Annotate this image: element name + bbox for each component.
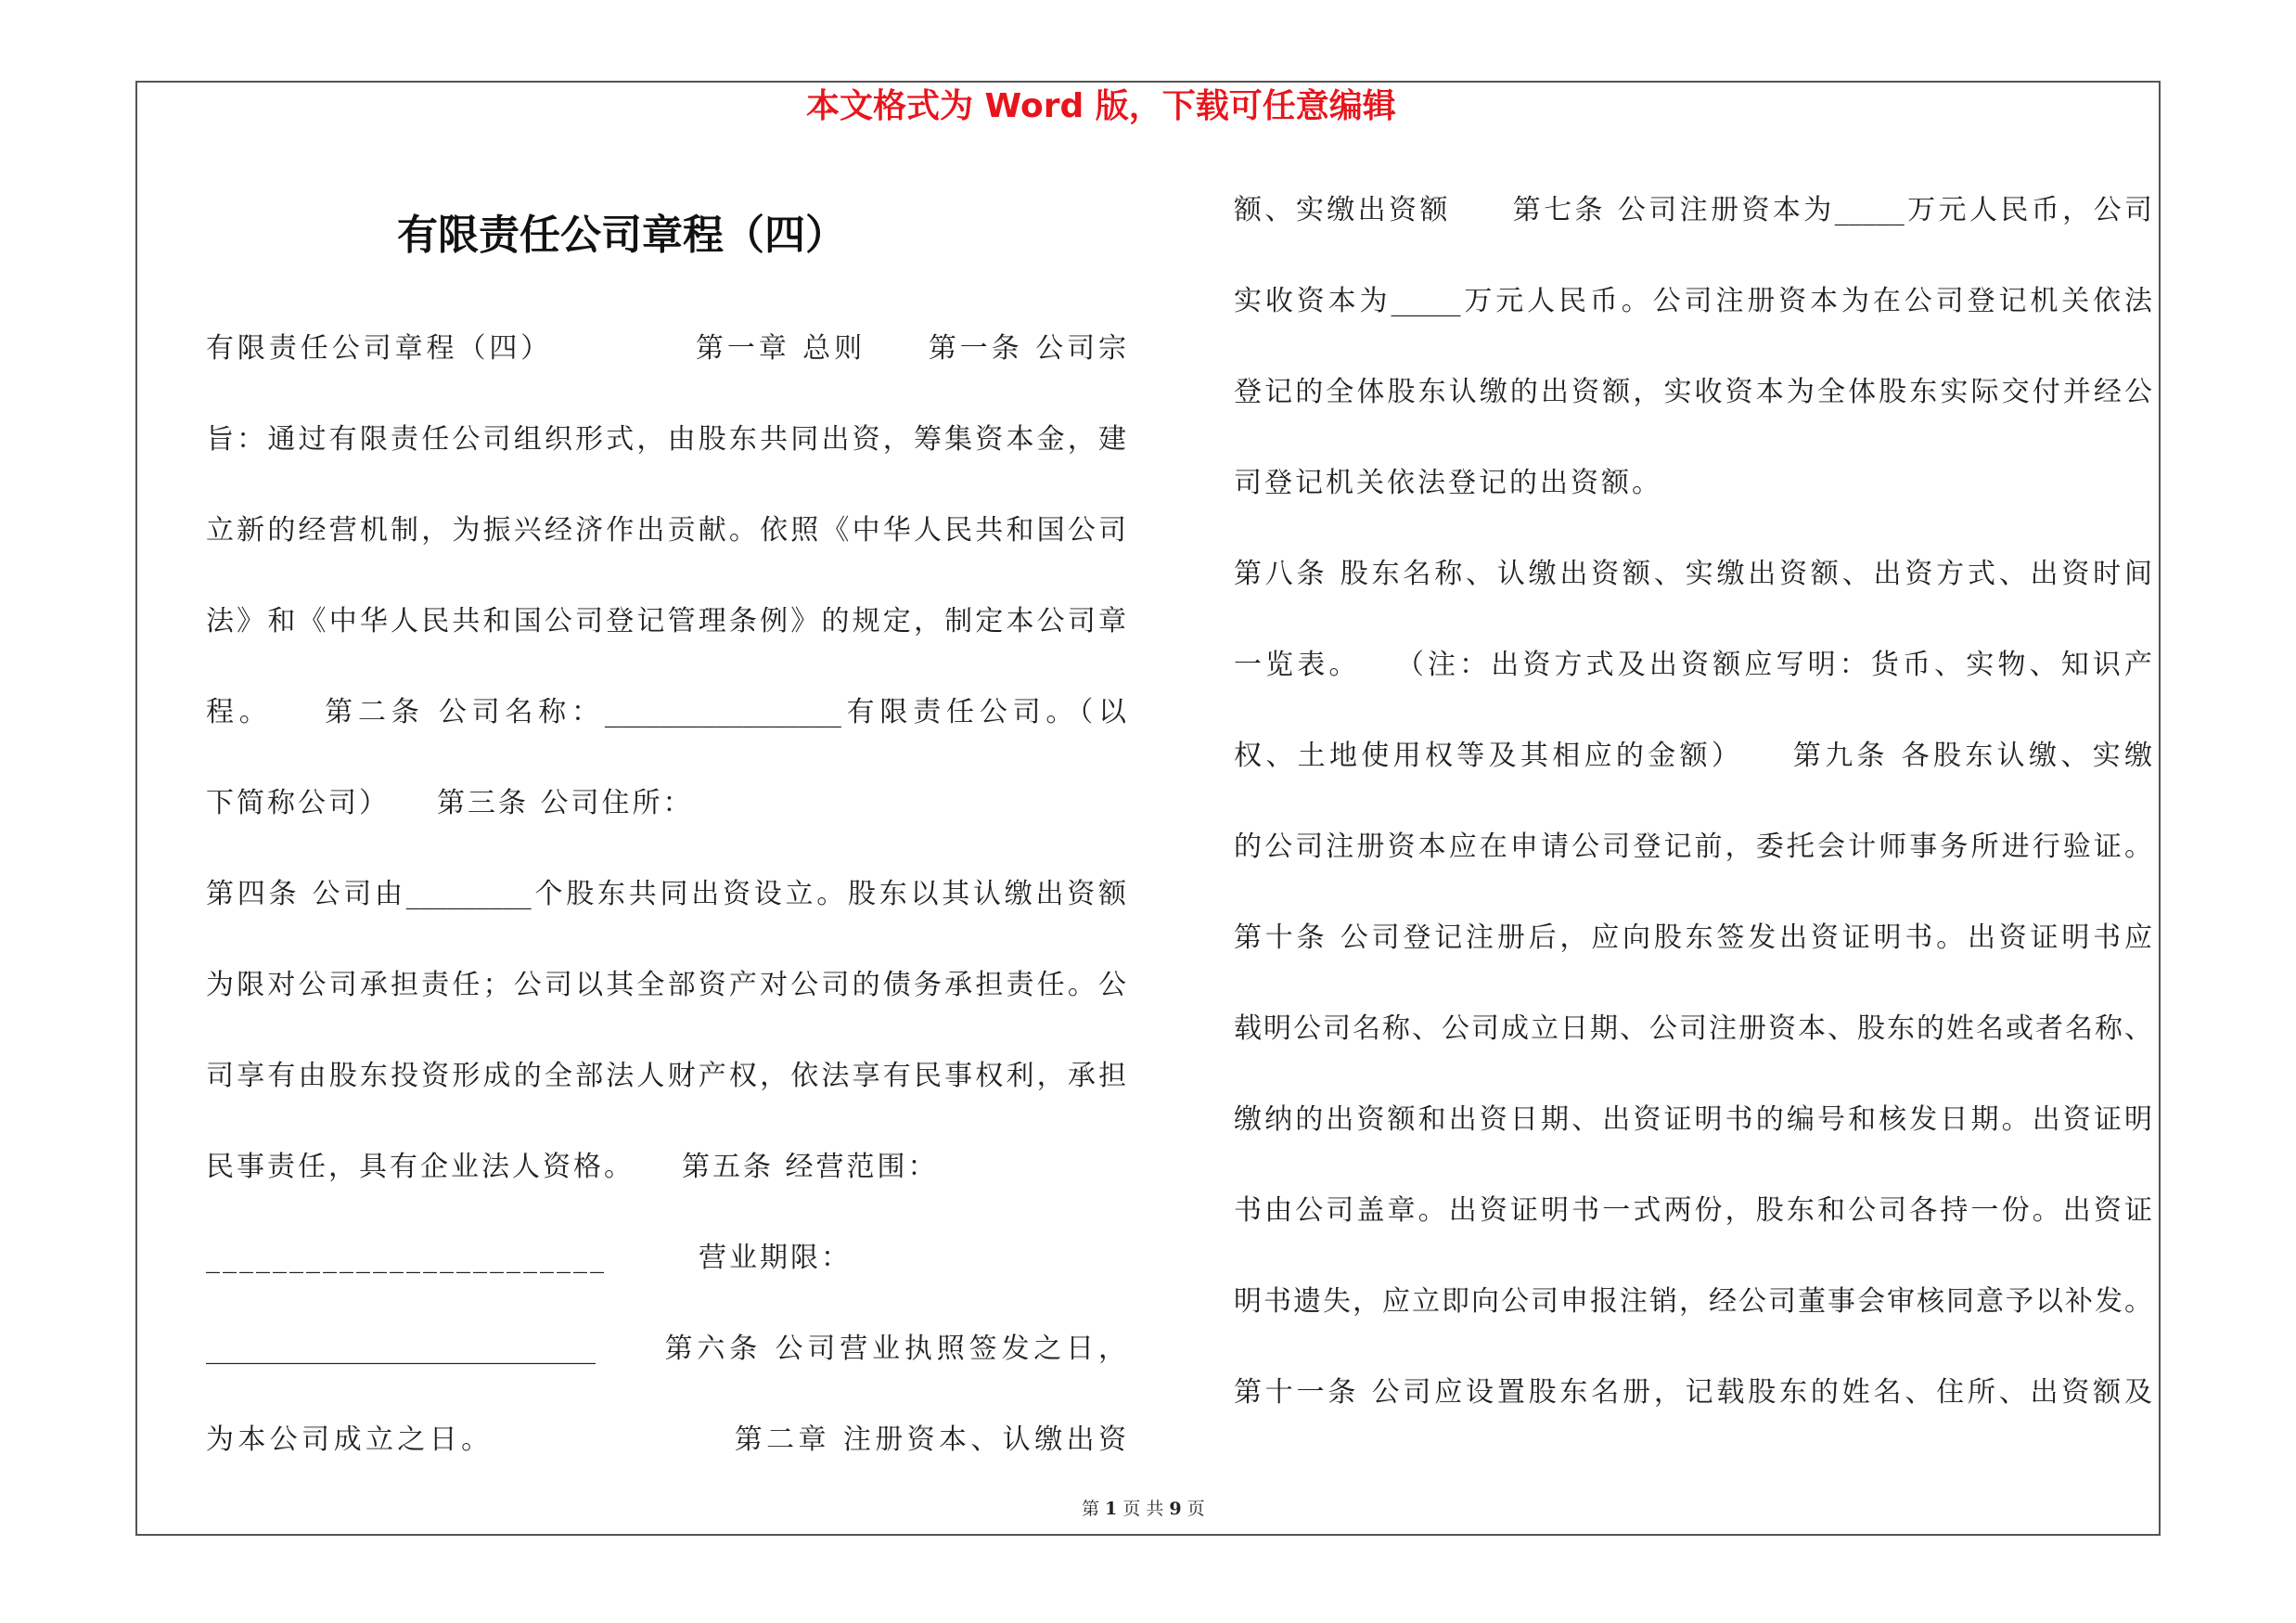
footer-suffix: 页 bbox=[1181, 1499, 1205, 1519]
text-line: 旨：通过有限责任公司组织形式，由股东共同出资，筹集资本金，建 bbox=[206, 423, 1126, 456]
text-line: 第十一条 公司应设置股东名册，记载股东的姓名、住所、出资额及 bbox=[1234, 1376, 2152, 1409]
text-line: 缴纳的出资额和出资日期、出资证明书的编号和核发日期。出资证明 bbox=[1234, 1103, 2152, 1136]
footer-prefix: 第 bbox=[1082, 1499, 1106, 1519]
text-line: 司享有由股东投资形成的全部法人财产权，依法享有民事权利，承担 bbox=[206, 1060, 1126, 1092]
text-line: 的公司注册资本应在申请公司登记前，委托会计师事务所进行验证。 bbox=[1234, 831, 2152, 863]
page-number: 1 bbox=[1105, 1499, 1118, 1519]
text-line: 第十条 公司登记注册后，应向股东签发出资证明书。出资证明书应 bbox=[1234, 921, 2152, 954]
text-line: 登记的全体股东认缴的出资额，实收资本为全体股东实际交付并经公 bbox=[1234, 376, 2152, 408]
text-line: 为限对公司承担责任；公司以其全部资产对公司的债务承担责任。公 bbox=[206, 969, 1126, 1001]
left-text-column bbox=[206, 303, 1126, 1486]
text-line: 为本公司成立之日。 第二章 注册资本、认缴出资 bbox=[206, 1423, 1126, 1456]
right-text-column bbox=[1234, 165, 2152, 1438]
text-line: 载明公司名称、公司成立日期、公司注册资本、股东的姓名或者名称、 bbox=[1234, 1012, 2152, 1045]
text-line: 程。 第二条 公司名称：_________________有限责任公司。（以 bbox=[206, 696, 1126, 728]
document-title: 有限责任公司章程（四） bbox=[397, 212, 846, 259]
text-line: 实收资本为_____万元人民币。公司注册资本为在公司登记机关依法 bbox=[1234, 285, 2152, 317]
text-line: 下简称公司） 第三条 公司住所： bbox=[206, 787, 694, 819]
text-line: 权、土地使用权等及其相应的金额） 第九条 各股东认缴、实缴 bbox=[1234, 740, 2152, 772]
text-line: ____________________________ 第六条 公司营业执照签发之日， bbox=[206, 1333, 1126, 1365]
text-line: 民事责任，具有企业法人资格。 第五条 经营范围： bbox=[206, 1151, 939, 1183]
text-line: 法》和《中华人民共和国公司登记管理条例》的规定，制定本公司章 bbox=[206, 605, 1126, 638]
total-pages: 9 bbox=[1169, 1499, 1182, 1519]
page-footer bbox=[1082, 1498, 1205, 1520]
text-line: 第八条 股东名称、认缴出资额、实缴出资额、出资方式、出资时间 bbox=[1234, 558, 2152, 590]
text-line: 额、实缴出资额 第七条 公司注册资本为_____万元人民币，公司 bbox=[1234, 194, 2152, 226]
text-line: 书由公司盖章。出资证明书一式两份，股东和公司各持一份。出资证 bbox=[1234, 1194, 2152, 1227]
text-line: 立新的经营机制，为振兴经济作出贡献。依照《中华人民共和国公司 bbox=[206, 514, 1126, 547]
footer-middle: 页 共 bbox=[1117, 1499, 1170, 1519]
text-line: 第四条 公司由_________个股东共同出资设立。股东以其认缴出资额 bbox=[206, 878, 1126, 910]
text-line: 明书遗失，应立即向公司申报注销，经公司董事会审核同意予以补发。 bbox=[1234, 1285, 2152, 1318]
text-line: 一览表。 （注：出资方式及出资额应写明：货币、实物、知识产 bbox=[1234, 649, 2152, 681]
text-line: 有限责任公司章程（四） 第一章 总则 第一条 公司宗 bbox=[206, 332, 1126, 365]
format-notice-banner: 本文格式为 Word 版，下载可任意编辑 bbox=[806, 87, 1396, 125]
text-line: 司登记机关依法登记的出资额。 bbox=[1234, 467, 1662, 499]
text-line: ________________________ 营业期限： bbox=[206, 1242, 852, 1274]
